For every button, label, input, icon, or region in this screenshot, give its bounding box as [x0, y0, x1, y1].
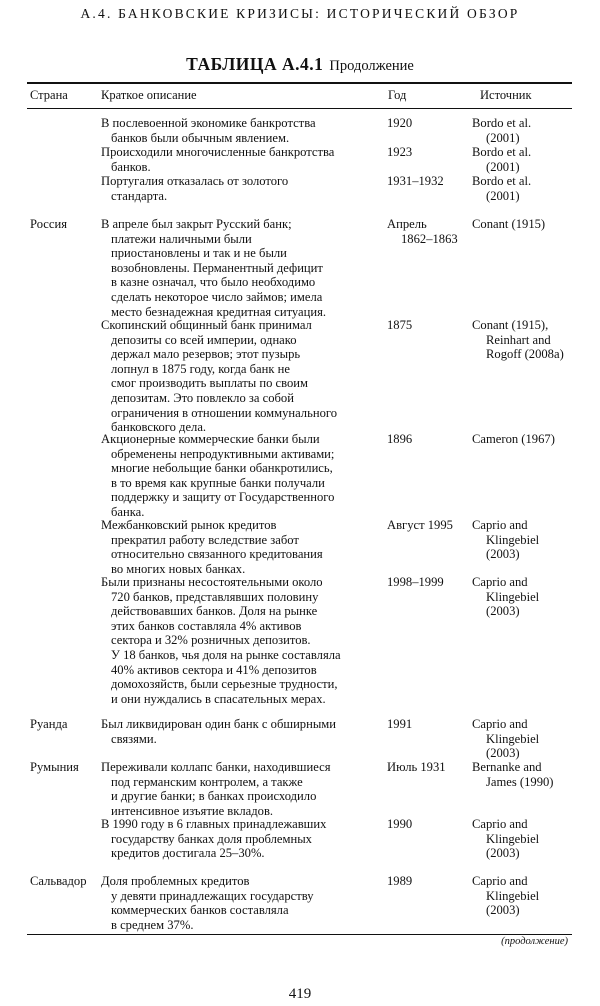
source-line: Bordo et al. [472, 116, 532, 130]
source-line: Caprio and [472, 575, 528, 589]
row-description [101, 217, 385, 319]
description-line: в то время как крупные банки получали [111, 475, 325, 490]
row-year [387, 145, 469, 160]
source-line: (2001) [486, 188, 520, 203]
description-line: платежи наличными были [111, 231, 252, 246]
source-line: (2003) [486, 746, 520, 761]
description-line: Переживали коллапс банки, находившиеся [101, 760, 331, 774]
source-line: (2003) [486, 846, 520, 861]
source-line: Klingebiel [486, 888, 540, 903]
description-line: смог производить выплаты по своим [111, 376, 309, 391]
row-source [472, 518, 568, 562]
row-year [387, 116, 469, 131]
continuation-note: (продолжение) [501, 936, 568, 947]
source-line: (2003) [486, 547, 520, 562]
row-year [387, 318, 469, 333]
year-line: 1931–1932 [387, 174, 444, 188]
description-line: поддержку и защиту от Государственного [111, 490, 335, 505]
row-year [387, 217, 469, 246]
description-line: 720 банков, представлявших половину [111, 589, 319, 604]
source-line: Klingebiel [486, 589, 540, 604]
row-source [472, 174, 568, 203]
row-source [472, 874, 568, 918]
description-line: связями. [111, 731, 157, 746]
year-line: 1875 [387, 318, 413, 332]
row-description [101, 145, 385, 174]
row-source [472, 145, 568, 174]
description-line: держал мало резервов; этот пузырь [111, 347, 301, 362]
row-description [101, 817, 385, 861]
description-line: интенсивное изъятие вкладов. [111, 803, 274, 818]
description-line: 40% активов сектора и 41% депозитов [111, 662, 317, 677]
row-description [101, 318, 385, 435]
row-year [387, 817, 469, 832]
row-year [387, 575, 469, 590]
row-year [387, 432, 469, 447]
year-line: 1998–1999 [387, 575, 444, 589]
year-line: 1923 [387, 145, 413, 159]
row-country: Сальвадор [30, 874, 87, 888]
source-line: (2001) [486, 159, 520, 174]
row-year [387, 874, 469, 889]
source-line: Bordo et al. [472, 174, 532, 188]
source-line: Klingebiel [486, 831, 540, 846]
row-description [101, 432, 385, 520]
row-year [387, 518, 469, 533]
row-source [472, 432, 568, 447]
row-year [387, 760, 469, 775]
row-description [101, 174, 385, 203]
description-line: в среднем 37%. [111, 917, 194, 932]
row-country: Руанда [30, 717, 68, 731]
description-line: домохозяйств, были серьезные трудности, [111, 677, 338, 692]
col-header-year: Год [388, 88, 407, 102]
source-line: Caprio and [472, 874, 528, 888]
source-line: (2003) [486, 903, 520, 918]
description-line: действовавших банков. Доля на рынке [111, 604, 318, 619]
description-line: В послевоенной экономике банкротства [101, 116, 316, 130]
description-line: Скопинский общинный банк принимал [101, 318, 312, 332]
table-title-continuation: Продолжение [329, 58, 414, 74]
source-line: Conant (1915) [472, 217, 546, 231]
description-line: кредитов достигала 25–30%. [111, 846, 265, 861]
source-line: (2001) [486, 130, 520, 145]
source-line: Caprio and [472, 518, 528, 532]
row-source [472, 116, 568, 145]
source-line: James (1990) [486, 774, 554, 789]
page-number: 419 [288, 986, 312, 1002]
description-line: многие небольщие банки обанкротились, [111, 461, 333, 476]
col-header-description: Краткое описание [101, 88, 197, 102]
row-source [472, 717, 568, 761]
description-line: Доля проблемных кредитов [101, 874, 250, 888]
row-country: Румыния [30, 760, 79, 774]
description-line: депозитам. Это повлекло за собой [111, 390, 294, 405]
row-description [101, 116, 385, 145]
description-line: и другие банки; в банках происходило [111, 789, 317, 804]
row-year [387, 717, 469, 732]
source-line: Rogoff (2008a) [486, 347, 564, 362]
description-line: этих банков составляла 4% активов [111, 618, 302, 633]
description-line: Были признаны несостоятельными около [101, 575, 323, 589]
description-line: банков были обычным явлением. [111, 130, 290, 145]
description-line: стандарта. [111, 188, 168, 203]
col-header-source: Источник [480, 88, 532, 102]
row-description [101, 717, 385, 746]
running-head: А.4. БАНКОВСКИЕ КРИЗИСЫ: ИСТОРИЧЕСКИЙ ОБЗОР [80, 6, 520, 21]
description-line: банковского дела. [111, 420, 207, 435]
description-line: ограничения в отношении коммунального [111, 405, 338, 420]
row-source [472, 575, 568, 619]
row-country: Россия [30, 217, 68, 231]
source-line: Bernanke and [472, 760, 542, 774]
row-description [101, 874, 385, 932]
description-line: в казне означал, что было необходимо [111, 275, 316, 290]
year-line: 1896 [387, 432, 413, 446]
year-line: 1990 [387, 817, 413, 831]
description-line: сделать некоторое число займов; имела [111, 289, 323, 304]
year-line: 1920 [387, 116, 413, 130]
row-description [101, 575, 385, 706]
description-line: прекратил работу вследствие забот [111, 532, 299, 547]
description-line: обременены непродуктивными активами; [111, 446, 335, 461]
row-description [101, 760, 385, 818]
description-line: и они нуждались в спасательных мерах. [111, 691, 326, 706]
description-line: У 18 банков, чья доля на рынке составляла [111, 647, 341, 662]
row-source [472, 760, 568, 789]
year-line: 1862–1863 [401, 231, 458, 246]
description-line: банков. [111, 159, 151, 174]
col-header-country: Страна [30, 88, 68, 102]
description-line: В 1990 году в 6 главных принадлежавших [101, 817, 327, 831]
source-line: Klingebiel [486, 731, 540, 746]
table-title [0, 54, 600, 75]
year-line: Август 1995 [387, 518, 453, 532]
source-line: Klingebiel [486, 532, 540, 547]
row-source [472, 817, 568, 861]
description-line: коммерческих банков составляла [111, 903, 289, 918]
description-line: Португалия отказалась от золотого [101, 174, 289, 188]
description-line: депозиты со всей империи, однако [111, 332, 297, 347]
description-line: возобновлены. Перманентный дефицит [111, 260, 323, 275]
description-line: банка. [111, 504, 145, 519]
description-line: приостановлены и так и не были [111, 246, 287, 261]
description-line: государству банках доля проблемных [111, 831, 312, 846]
description-line: относительно связанного кредитования [111, 547, 323, 562]
header-bottom-rule [27, 108, 572, 109]
row-description [101, 518, 385, 576]
description-line: В апреле был закрыт Русский банк; [101, 217, 292, 231]
description-line: у девяти принадлежащих государству [111, 888, 314, 903]
description-line: место безнадежная кредитная ситуация. [111, 304, 327, 319]
source-line: Caprio and [472, 717, 528, 731]
table-title-label: ТАБЛИЦА А.4.1 [186, 54, 324, 74]
description-line: Межбанковский рынок кредитов [101, 518, 277, 532]
table-bottom-rule [27, 934, 572, 935]
description-line: Был ликвидирован один банк с обширными [101, 717, 337, 731]
description-line: сектора и 32% розничных депозитов. [111, 633, 311, 648]
source-line: Reinhart and [486, 332, 551, 347]
description-line: Акционерные коммерческие банки были [101, 432, 320, 446]
source-line: Conant (1915), [472, 318, 549, 332]
year-line: Июль 1931 [387, 760, 446, 774]
source-line: Caprio and [472, 817, 528, 831]
year-line: 1991 [387, 717, 413, 731]
description-line: под германским контролем, а также [111, 774, 303, 789]
header-top-rule [27, 82, 572, 84]
description-line: лопнул в 1875 году, когда банк не [111, 361, 290, 376]
row-source [472, 318, 568, 362]
row-year [387, 174, 469, 189]
source-line: Bordo et al. [472, 145, 532, 159]
year-line: 1989 [387, 874, 413, 888]
description-line: во многих новых банках. [111, 561, 246, 576]
source-line: (2003) [486, 604, 520, 619]
source-line: Cameron (1967) [472, 432, 555, 446]
row-source [472, 217, 568, 232]
description-line: Происходили многочисленные банкротства [101, 145, 335, 159]
year-line: Апрель [387, 217, 427, 231]
